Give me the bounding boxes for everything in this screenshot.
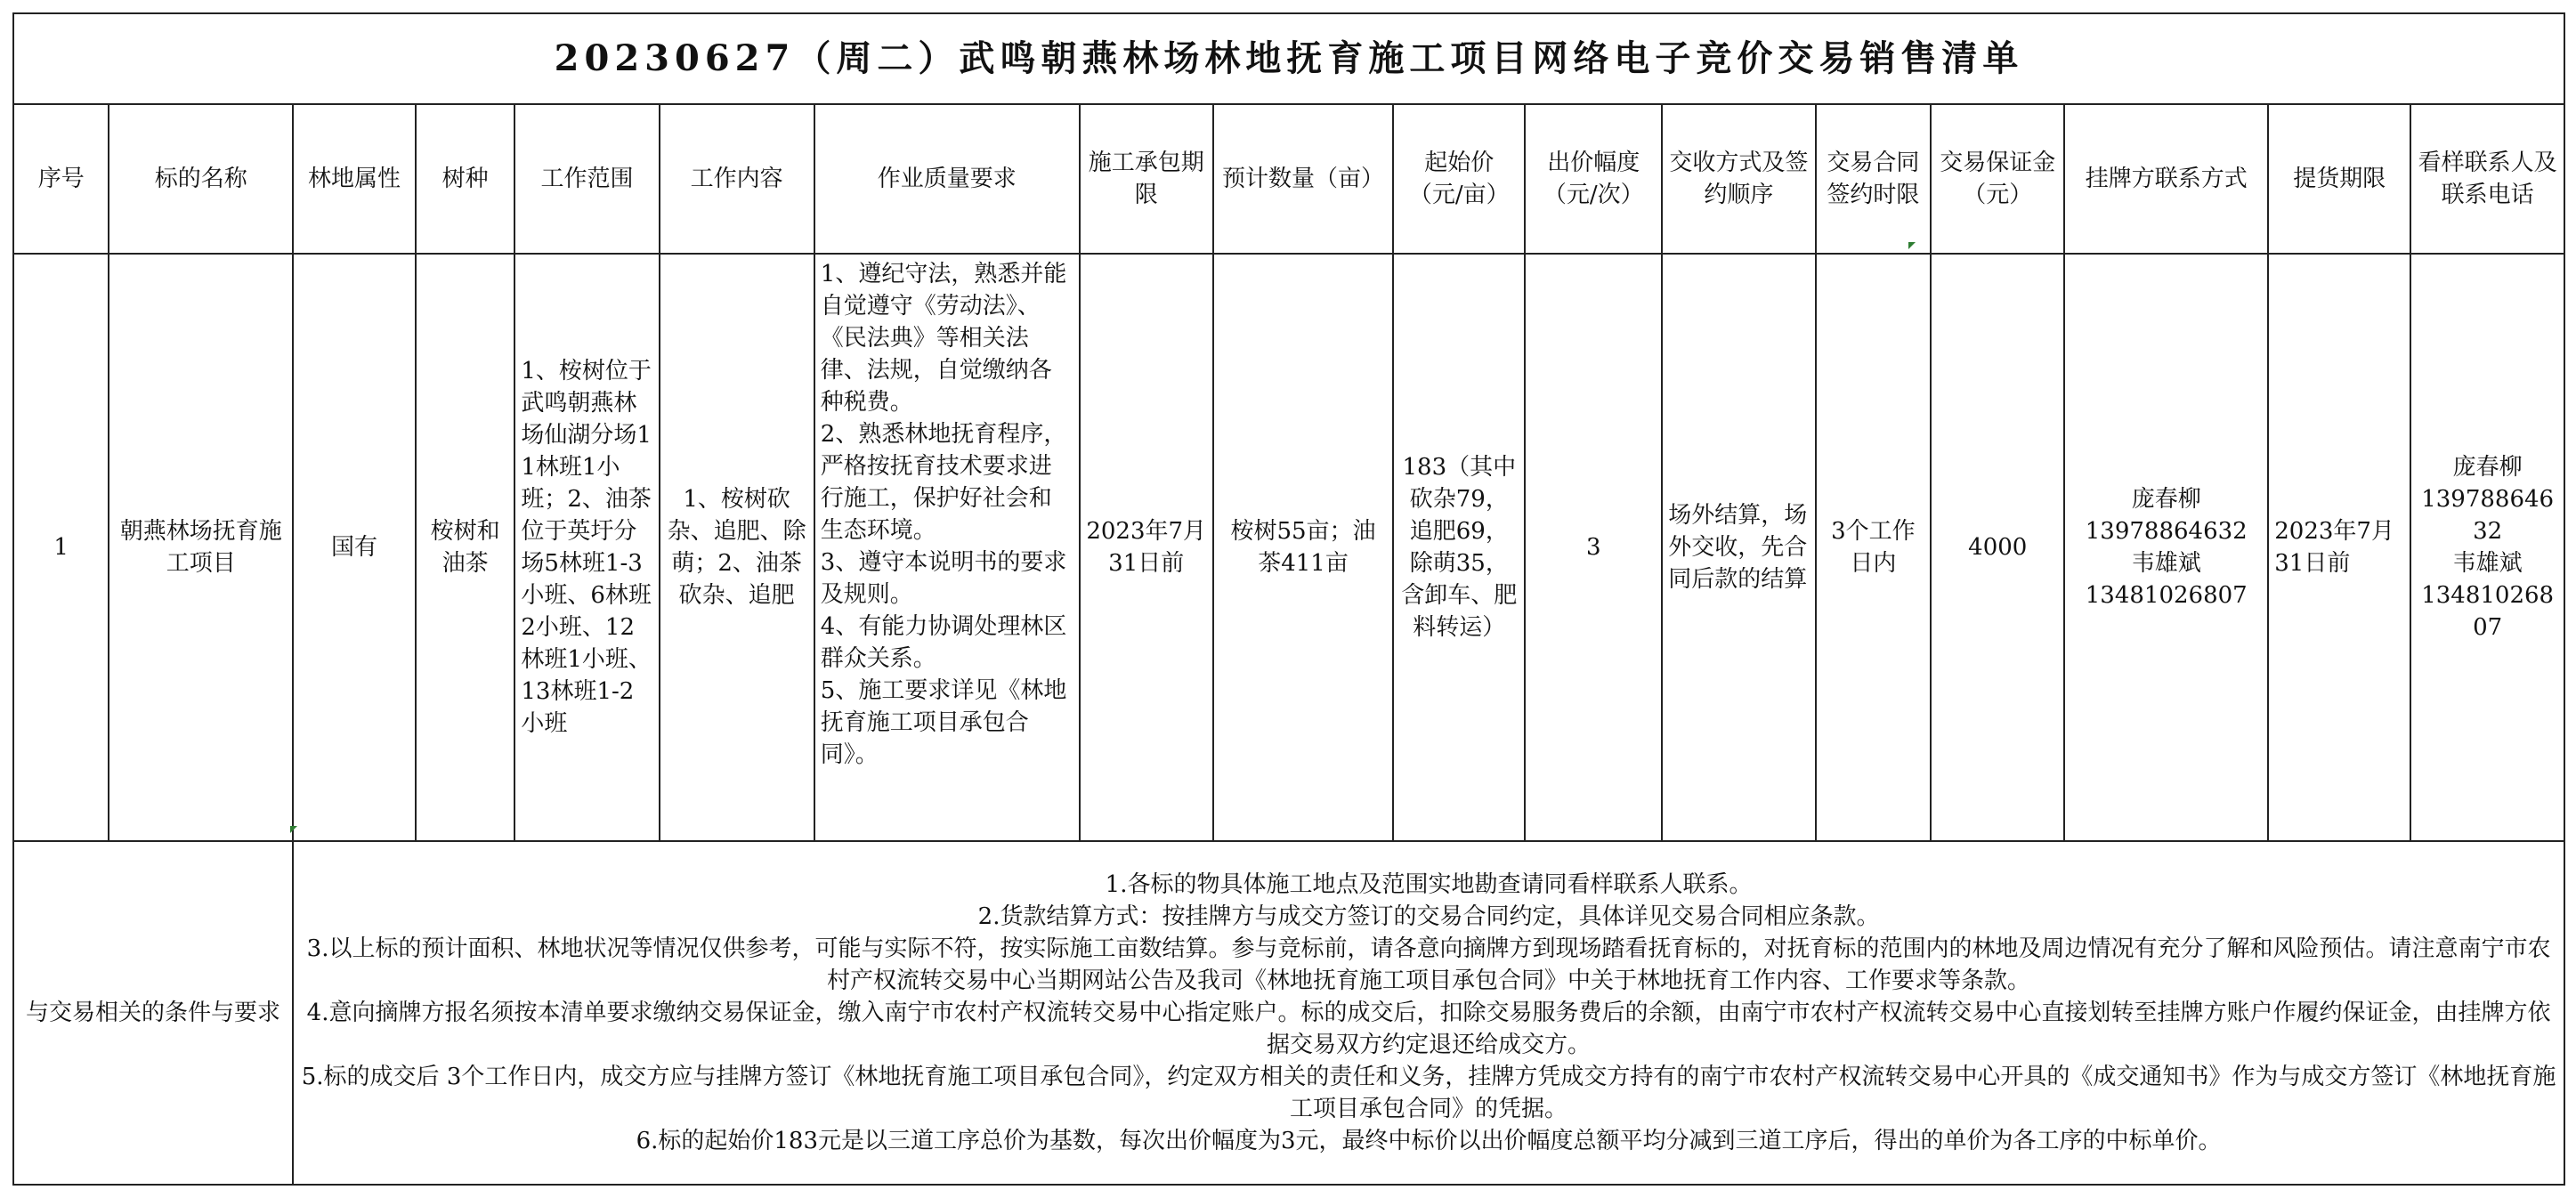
condition-item: 1.各标的物具体施工地点及范围实地勘查请同看样联系人联系。	[1105, 871, 1753, 898]
table-row	[13, 254, 2564, 841]
contact-phone: 13978864632	[2085, 518, 2248, 545]
cell-scope: 1、桉树位于武鸣朝燕林场仙湖分场11林班1小班；2、油茶位于英圩分场5林班1-3小班、6林班2小班、12林班1小班、13林班1-2小班	[514, 254, 659, 841]
quality-item: 5、施工要求详见《林地抚育施工项目承包合同》。	[820, 677, 1067, 768]
header-sign-limit: 交易合同签约时限	[1816, 104, 1932, 254]
cell-species: 桉树和油茶	[416, 254, 514, 841]
contact-phone: 13481026807	[2085, 582, 2248, 609]
header-increment: 出价幅度（元/次）	[1525, 104, 1662, 254]
header-index: 序号	[13, 104, 109, 254]
header-viewer-contact: 看样联系人及联系电话	[2410, 104, 2564, 254]
contact-name: 韦雄斌	[2452, 550, 2523, 577]
header-quantity: 预计数量（亩）	[1213, 104, 1394, 254]
cell-increment: 3	[1525, 254, 1662, 841]
header-land-attr: 林地属性	[293, 104, 416, 254]
cell-sign-limit: 3个工作日内	[1816, 254, 1932, 841]
header-pickup: 提货期限	[2268, 104, 2410, 254]
header-species: 树种	[416, 104, 514, 254]
header-quality: 作业质量要求	[814, 104, 1080, 254]
header-period: 施工承包期限	[1080, 104, 1213, 254]
cell-name: 朝燕林场抚育施工项目	[109, 254, 293, 841]
cell-lister-contact	[2064, 254, 2268, 841]
condition-item: 5.标的成交后 3个工作日内，成交方应与挂牌方签订《林地抚育施工项目承包合同》，约定双方相关的责任和义务，挂牌方凭成交方持有的南宁市农村产权流转交易中心开具的《成交通知书》作为与成交方签订《林地抚育施工项目承包合同》的凭据。	[301, 1064, 2556, 1122]
header-deposit: 交易保证金（元）	[1931, 104, 2064, 254]
header-scope: 工作范围	[514, 104, 659, 254]
cell-index: 1	[13, 254, 109, 841]
header-lister-contact: 挂牌方联系方式	[2064, 104, 2268, 254]
sales-list-table	[12, 12, 2565, 1186]
comment-marker-icon	[290, 826, 297, 833]
conditions-list	[293, 841, 2564, 1185]
header-content: 工作内容	[660, 104, 814, 254]
condition-item: 2.货款结算方式：按挂牌方与成交方签订的交易合同约定，具体详见交易合同相应条款。	[977, 903, 1880, 930]
conditions-label: 与交易相关的条件与要求	[13, 841, 293, 1185]
cell-quality	[814, 254, 1080, 841]
conditions-row	[13, 841, 2564, 1185]
cell-settlement: 场外结算，场外交收，先合同后款的结算	[1662, 254, 1815, 841]
cell-deposit: 4000	[1931, 254, 2064, 841]
quality-item: 3、遵守本说明书的要求及规则。	[820, 549, 1067, 608]
quality-item: 1、遵纪守法，熟悉并能自觉遵守《劳动法》、《民法典》等相关法律、法规，自觉缴纳各种税费。	[820, 261, 1067, 416]
header-settlement: 交收方式及签约顺序	[1662, 104, 1815, 254]
header-row	[13, 104, 2564, 254]
contact-name: 庞春柳	[2131, 486, 2201, 513]
contact-name: 庞春柳	[2452, 454, 2523, 481]
cell-pickup: 2023年7月31日前	[2268, 254, 2410, 841]
quality-item: 2、熟悉林地抚育程序，严格按抚育技术要求进行施工，保护好社会和生态环境。	[820, 421, 1067, 544]
header-start-price: 起始价（元/亩）	[1393, 104, 1525, 254]
condition-item: 6.标的起始价183元是以三道工序总价为基数，每次出价幅度为3元，最终中标价以出价幅度总额平均分减到三道工序后，得出的单价为各工序的中标单价。	[636, 1128, 2222, 1154]
contact-phone: 13978864632	[2421, 486, 2555, 545]
contact-name: 韦雄斌	[2131, 550, 2201, 577]
cell-period: 2023年7月31日前	[1080, 254, 1213, 841]
cell-start-price: 183（其中砍杂79，追肥69，除萌35，含卸车、肥料转运）	[1393, 254, 1525, 841]
condition-item: 4.意向摘牌方报名须按本清单要求缴纳交易保证金，缴入南宁市农村产权流转交易中心指定账户。标的成交后，扣除交易服务费后的余额，由南宁市农村产权流转交易中心直接划转至挂牌方账户作履约保证金，由挂牌方依据交易双方约定退还给成交方。	[306, 1000, 2551, 1058]
comment-marker-icon	[1908, 242, 1916, 249]
quality-item: 4、有能力协调处理林区群众关系。	[820, 613, 1067, 672]
cell-quantity: 桉树55亩；油茶411亩	[1213, 254, 1394, 841]
condition-item: 3.以上标的预计面积、林地状况等情况仅供参考，可能与实际不符，按实际施工亩数结算。参与竞标前，请各意向摘牌方到现场踏看抚育标的，对抚育标的范围内的林地及周边情况有充分了解和风险预估。请注意南宁市农村产权流转交易中心当期网站公告及我司《林地抚育施工项目承包合同》中关于林地抚育工作内容、工作要求等条款。	[306, 935, 2551, 994]
sheet-title: 20230627（周二）武鸣朝燕林场林地抚育施工项目网络电子竞价交易销售清单	[13, 13, 2564, 104]
cell-content: 1、桉树砍杂、追肥、除萌；2、油茶砍杂、追肥	[660, 254, 814, 841]
header-name: 标的名称	[109, 104, 293, 254]
cell-land-attr: 国有	[293, 254, 416, 841]
contact-phone: 13481026807	[2421, 582, 2555, 641]
cell-viewer-contact	[2410, 254, 2564, 841]
